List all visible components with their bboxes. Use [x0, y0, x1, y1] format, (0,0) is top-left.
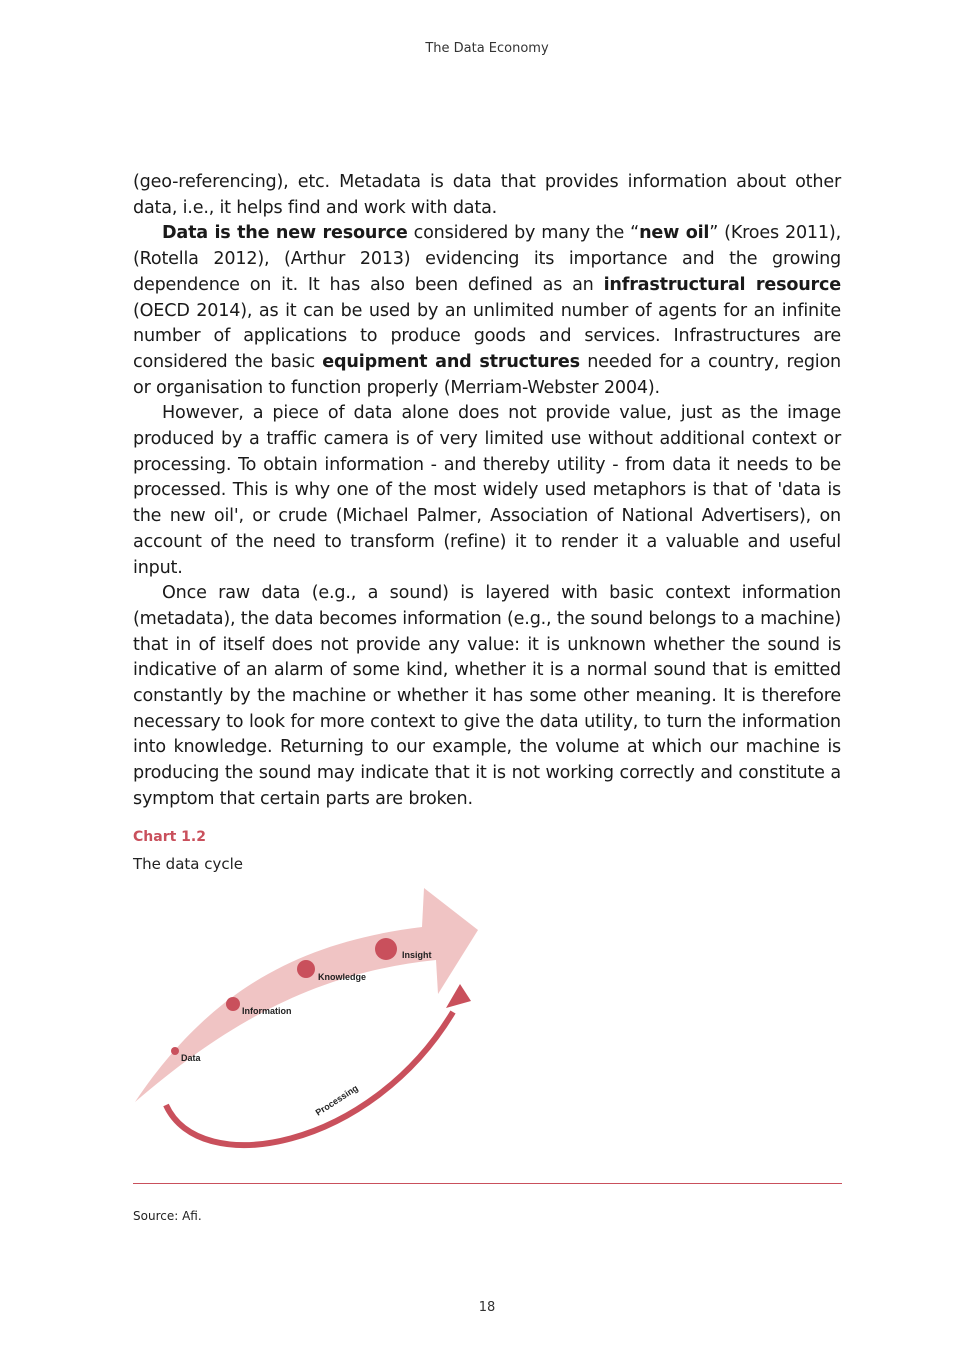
knowledge-label: Knowledge — [318, 972, 367, 982]
insight-node — [375, 938, 397, 960]
paragraph-text: However, a piece of data alone does not provide value, just as the image produced by a traffic camera is of very limited use without additional context or processing. To obtain information - and thereby utility - from data it needs to be processed. This is why one of the most widely used metaphors is that of 'data is the new oil', or crude (Michael Palmer, Association of National Advertisers), on account of the need to transform (refine) it to render it a valuable and useful input. — [133, 403, 841, 578]
chart-label: Chart 1.2 — [133, 829, 206, 845]
information-node — [226, 997, 240, 1011]
paragraph-1 — [133, 170, 841, 221]
chart-caption: The data cycle — [133, 855, 243, 873]
bold-term: equipment and structures — [322, 351, 580, 372]
paragraph-text: (geo-referencing), etc. Metadata is data that provides information about other data, i.e., it helps find and work with data. — [133, 172, 841, 218]
page-number: 18 — [478, 1300, 496, 1315]
paragraph-text: Once raw data (e.g., a sound) is layered with basic context information (metadata), the data becomes information (e.g., the sound belongs to a machine) that in of itself does not provide any value: it is unknown whether the sound is indicative of an alarm of some kind, whether it is a normal sound that is emitted constantly by the machine or whether it has some other meaning. It is therefore necessary to look for more context to give the data utility, to turn the information into knowledge. Returning to our example, the volume at which our machine is producing the sound may indicate that it is not working correctly and constitute a symptom that certain parts are broken. — [133, 583, 841, 809]
paragraph-text: ” (Kroes 2011), (Rotella 2012), (Arthur 2013) evidencing its importance and the growing dependence on it. It has also been defined as an — [133, 223, 841, 295]
data-node — [171, 1047, 179, 1055]
bold-term: Data is the new resource — [162, 223, 408, 244]
information-label: Information — [242, 1006, 292, 1016]
data-label: Data — [181, 1053, 201, 1063]
bold-term: infrastructural resource — [603, 274, 841, 295]
paragraph-text: needed for a country, region or organisation to function properly (Merriam-Webster 2004). — [133, 351, 841, 398]
insight-label: Insight — [402, 950, 432, 960]
paragraph-text: (OECD 2014), as it can be used by an unlimited number of agents for an infinite number of applications to produce goods and services. Infrastructures are considered the basic — [133, 300, 841, 372]
paragraph-text: considered by many the “ — [407, 223, 640, 244]
growth-arrow — [135, 888, 478, 1102]
data-cycle-diagram — [120, 880, 500, 1170]
body-text — [133, 170, 841, 813]
bold-term: new oil — [639, 223, 710, 244]
chart-divider — [133, 1183, 842, 1184]
knowledge-node — [297, 960, 315, 978]
running-header: The Data Economy — [425, 41, 549, 56]
processing-label: Processing — [313, 1082, 360, 1118]
paragraph-4 — [133, 581, 841, 812]
paragraph-2 — [133, 221, 841, 401]
processing-arrowhead — [446, 984, 471, 1008]
chart-source: Source: Afi. — [133, 1209, 202, 1223]
paragraph-3 — [133, 401, 841, 581]
